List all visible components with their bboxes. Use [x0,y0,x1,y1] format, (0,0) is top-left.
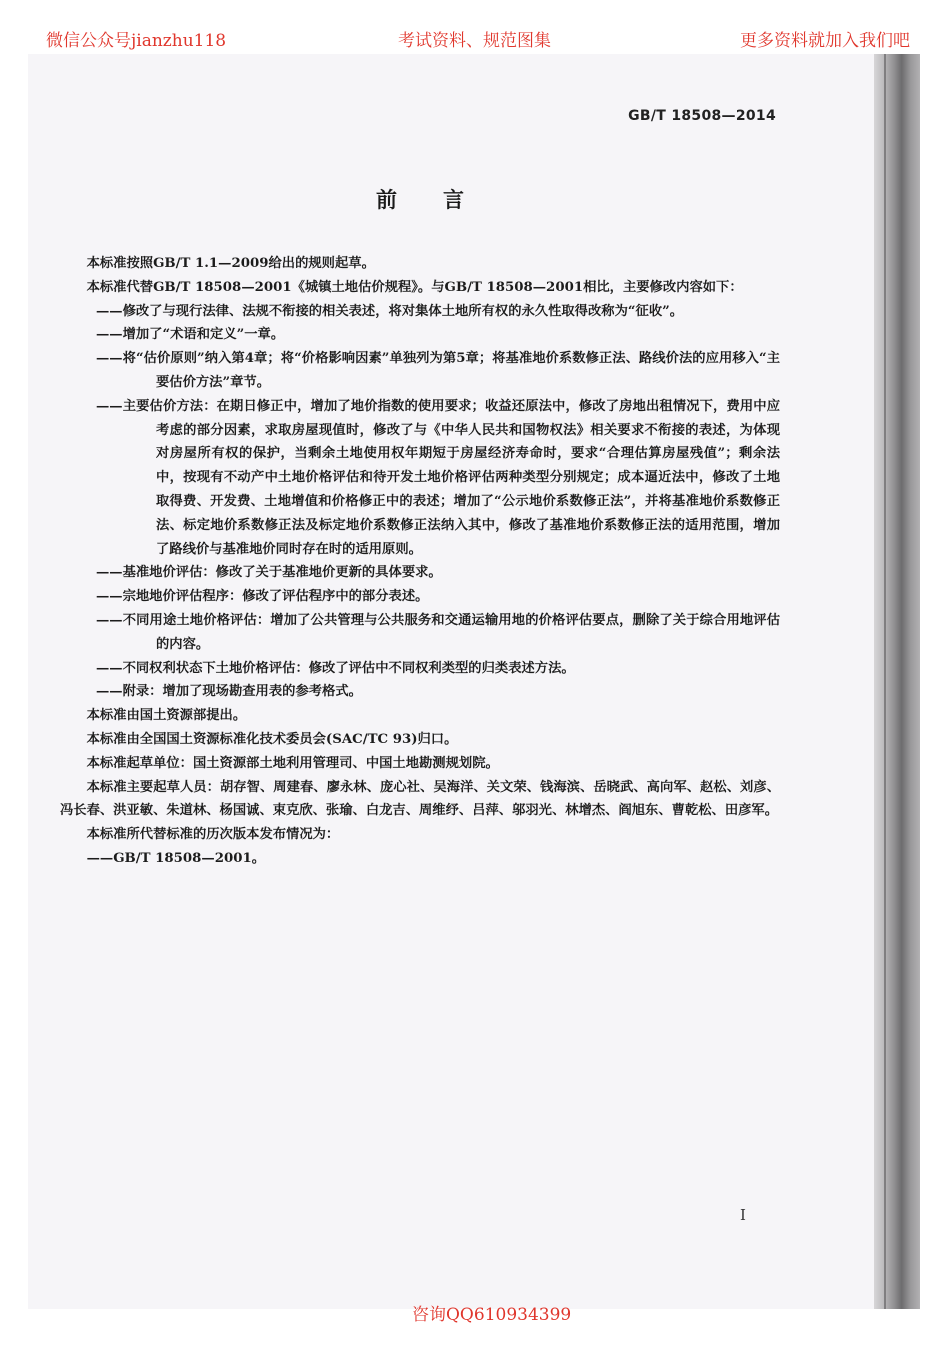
change-item: ——宗地地价评估程序：修改了评估程序中的部分表述。 [96,589,429,605]
watermark-exam-materials: 考试资料、规范图集 [398,31,551,51]
intro-paragraph: 本标准代替GB/T 18508—2001《城镇土地估价规程》。与GB/T 18508—2001相比，主要修改内容如下： [86,279,743,295]
change-item: ——基准地价评估：修改了关于基准地价更新的具体要求。 [96,565,442,581]
change-item: ——增加了“术语和定义”一章。 [96,327,285,343]
outro-paragraph: 本标准由全国国土资源标准化技术委员会(SAC/TC 93)归口。 [86,731,458,747]
scanned-page [28,54,920,1309]
outro-paragraph: 本标准起草单位：国土资源部土地利用管理司、中国土地勘测规划院。 [86,755,499,771]
change-item: ——不同用途土地价格评估：增加了公共管理与公共服务和交通运输用地的价格评估要点，删除了关于综合用地评估的内容。 [96,612,780,652]
outro-paragraph: 本标准所代替标准的历次版本发布情况为： [86,827,340,843]
page-title: 前言 [376,188,510,212]
change-item: ——附录：增加了现场勘查用表的参考格式。 [96,684,362,700]
outro-paragraph: 本标准由国土资源部提出。 [86,708,247,724]
change-item: ——将“估价原则”纳入第4章；将“价格影响因素”单独列为第5章；将基准地价系数修正法、路线价法的应用移入“主要估价方法”章节。 [96,351,780,390]
watermark-join-us: 更多资料就加入我们吧 [740,31,910,51]
standard-number: GB/T 18508—2014 [628,108,776,124]
watermark-qq-contact: 咨询QQ610934399 [412,1305,572,1325]
drafters-paragraph: 本标准主要起草人员：胡存智、周建春、廖永林、庞心社、吴海洋、关文荣、钱海滨、岳晓武、高向军、赵松、刘彦、冯长春、洪亚敏、朱道林、杨国诚、束克欣、张瑜、白龙吉、周维纾、吕萍、邬羽光、林增杰、阎旭东、曹乾松、田彦军。 [60,779,780,819]
preface-body [60,252,780,871]
change-item: ——不同权利状态下土地价格评估：修改了评估中不同权利类型的归类表述方法。 [96,660,575,676]
change-item: ——修改了与现行法律、法规不衔接的相关表述，将对集体土地所有权的永久性取得改称为“征收”。 [96,303,684,319]
watermark-wechat: 微信公众号jianzhu118 [46,31,227,51]
change-item: ——主要估价方法：在期日修正中，增加了地价指数的使用要求；收益还原法中，修改了房地出租情况下，费用中应考虑的部分因素，求取房屋现值时，修改了与《中华人民共和国物权法》相关要求不衔接的表述，为体现对房屋所有权的保护，当剩余土地使用权年期短于房屋经济寿命时，要求“合理估算房屋残值”；剩余法中，按现有不动产中土地价格评估和待开发土地价格评估两种类型分别规定；成本逼近法中，修改了土地取得费、开发费、土地增值和价格修正中的表述；增加了“公示地价系数修正法”，并将基准地价系数修正法、标定地价系数修正法及标定地价系数修正法纳入其中，修改了基准地价系数修正法的适用范围，增加了路线价与基准地价同时存在时的适用原则。 [96,398,780,557]
history-item: ——GB/T 18508—2001。 [86,850,266,866]
page-binding-edge [874,54,920,1309]
intro-paragraph: 本标准按照GB/T 1.1—2009给出的规则起草。 [86,256,375,271]
page-number: I [740,1206,746,1224]
